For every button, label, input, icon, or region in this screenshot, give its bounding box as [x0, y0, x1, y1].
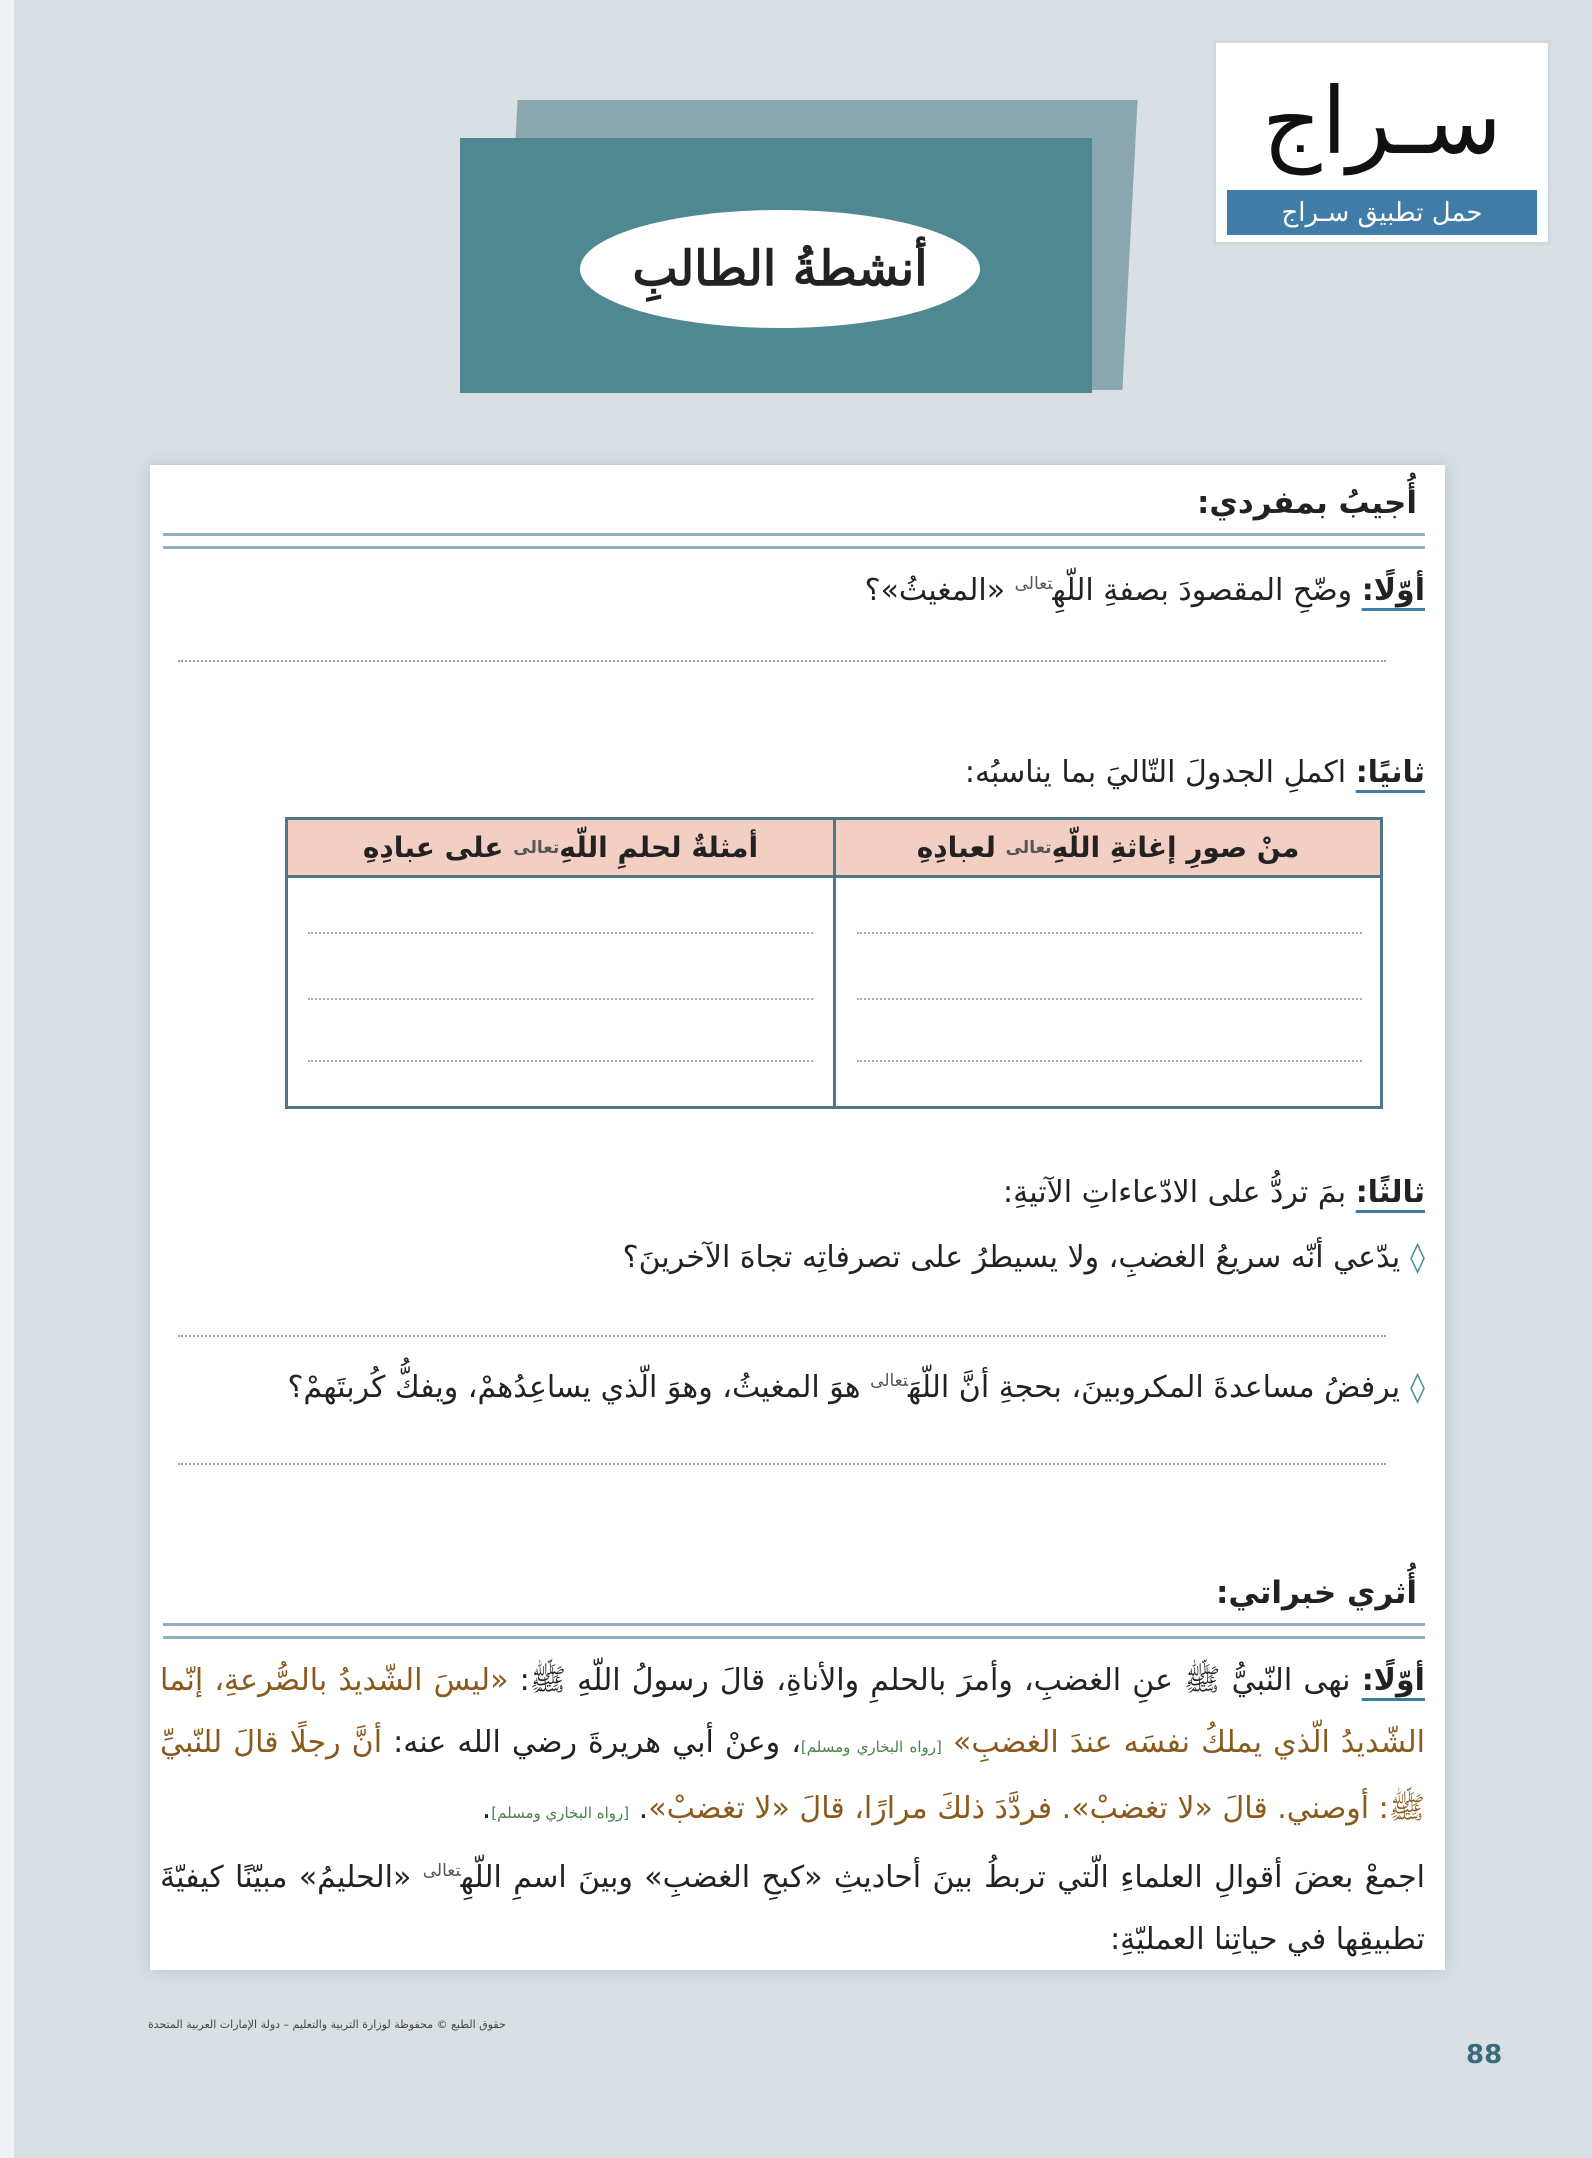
question-ordinal: أوّلًا:	[1361, 573, 1425, 608]
task-paragraph	[160, 1840, 1425, 1971]
banner-title-badge	[580, 210, 980, 328]
claim-text: يرفضُ مساعدةَ المكروبينَ، بحجةِ أنَّ اللّهَ	[908, 1370, 1401, 1405]
table-answer-line[interactable]	[308, 998, 813, 1000]
banner-title: أنشطةُ الطالبِ	[632, 241, 928, 297]
table-answer-line[interactable]	[857, 932, 1362, 934]
table-header-forbearance: أمثلةٌ لحلمِ اللّهِ تعالى على عبادِهِ	[288, 820, 833, 878]
answer-line[interactable]	[178, 1463, 1386, 1465]
siraj-logo[interactable]	[1213, 40, 1551, 245]
section-ordinal: أوّلًا:	[1361, 1663, 1425, 1698]
page-edge	[0, 0, 14, 2158]
answer-line[interactable]	[178, 660, 1386, 662]
question-text: «المغيثُ»؟	[864, 573, 1006, 608]
page-number: 88	[1466, 2040, 1503, 2070]
question-1	[865, 573, 1425, 608]
paragraph-text: نهى النّبيُّ ﷺ عنِ الغضبِ، وأمرَ بالحلمِ والأناةِ، قالَ رسولُ اللّهِ ﷺ:	[519, 1663, 1351, 1698]
question-ordinal: ثالثًا:	[1355, 1175, 1425, 1210]
logo-wordmark-box	[1227, 52, 1537, 190]
table-answer-line[interactable]	[857, 998, 1362, 1000]
section-divider	[163, 1623, 1425, 1639]
diamond-bullet-icon: ◊	[1410, 1240, 1425, 1275]
section-heading-individual: أُجيبُ بمفردي:	[1197, 485, 1417, 521]
paragraph-text: اجمعْ بعضَ أقوالِ العلماءِ الّتي تربطُ بينَ أحاديثِ «كبحِ الغضبِ» وبينَ اسمِ اللّهِ	[460, 1860, 1425, 1895]
paragraph-text: ، وعنْ أبي هريرةَ رضي الله عنه:	[393, 1725, 801, 1760]
hadith-paragraph: أوّلًا: نهى النّبيُّ ﷺ عنِ الغضبِ، وأمرَ بالحلمِ والأناةِ، قالَ رسولُ اللّهِ ﷺ: «ليسَ الشّديدُ بالصُّرعةِ، إنّما الشّديدُ الّذي يملكُ نفسَه عندَ الغضبِ» [رواه البخاري ومسلم]، وعنْ أبي هريرةَ رضي الله عنه: أنَّ رجلًا قالَ للنّبيِّ ﷺ: أوصني. قالَ «لا تغضبْ». فردَّدَ ذلكَ مرارًا، قالَ «لا تغضبْ». [رواه البخاري ومسلم].	[160, 1663, 1425, 1826]
answer-table	[285, 817, 1383, 1109]
activities-card	[150, 465, 1445, 1970]
claim-text: يدّعي أنّه سريعُ الغضبِ، ولا يسيطرُ على تصرفاتِه تجاهَ الآخرينَ؟	[622, 1240, 1401, 1275]
section-heading-enrich: أُثري خبراتي:	[1215, 1575, 1417, 1611]
honorific: تعالى	[1014, 574, 1053, 594]
diamond-bullet-icon: ◊	[1410, 1370, 1425, 1405]
claim-text: هوَ المغيثُ، وهوَ الّذي يساعِدُهمْ، ويفكُّ كُربتَهمْ؟	[287, 1370, 861, 1405]
question-text: بمَ تردُّ على الادّعاءاتِ الآتيةِ:	[1003, 1175, 1347, 1210]
section-divider	[163, 533, 1425, 549]
copyright-note: حقوق الطبع © محفوظة لوزارة التربية والتعليم – دولة الإمارات العربية المتحدة	[148, 2018, 506, 2031]
narration-source: [رواه البخاري ومسلم]	[491, 1804, 630, 1822]
hadith-quote: «ليسَ الشّديدُ بالصُّرعةِ، إنّما الشّديدُ الّذي يملكُ نفسَه عندَ الغضبِ»	[160, 1663, 1425, 1760]
question-2	[965, 755, 1425, 790]
table-answer-line[interactable]	[308, 1060, 813, 1062]
narration-source: [رواه البخاري ومسلم]	[800, 1738, 942, 1756]
honorific: تعالى	[422, 1861, 461, 1881]
question-text: اكملِ الجدولَ التّاليَ بما يناسبُه:	[964, 755, 1347, 790]
hadith-quote: أنَّ رجلًا قالَ للنّبيِّ ﷺ: أوصني. قالَ «لا تغضبْ». فردَّدَ ذلكَ مرارًا، قالَ «لا تغضبْ»	[160, 1725, 1425, 1826]
table-column-divider	[833, 820, 836, 1106]
answer-line[interactable]	[178, 1335, 1386, 1337]
table-answer-line[interactable]	[857, 1060, 1362, 1062]
question-3	[1003, 1175, 1425, 1210]
honorific: تعالى	[870, 1371, 909, 1391]
question-text: وضّحِ المقصودَ بصفةِ اللّهِ	[1052, 573, 1353, 608]
logo-subtitle: حمل تطبيق سـراج	[1227, 190, 1537, 235]
paragraph-text: «الحليمُ» مبيّنًا كيفيّةَ تطبيقِها في حياتِنا العمليّةِ:	[160, 1860, 1425, 1957]
logo-wordmark: سـراج	[1262, 67, 1502, 175]
table-answer-line[interactable]	[308, 932, 813, 934]
table-header-rescue: منْ صورِ إغاثةِ اللّهِ تعالى لعبادِهِ	[836, 820, 1380, 878]
question-ordinal: ثانيًا:	[1355, 755, 1425, 790]
claim-item-2	[287, 1370, 1425, 1405]
claim-item-1	[623, 1240, 1425, 1275]
